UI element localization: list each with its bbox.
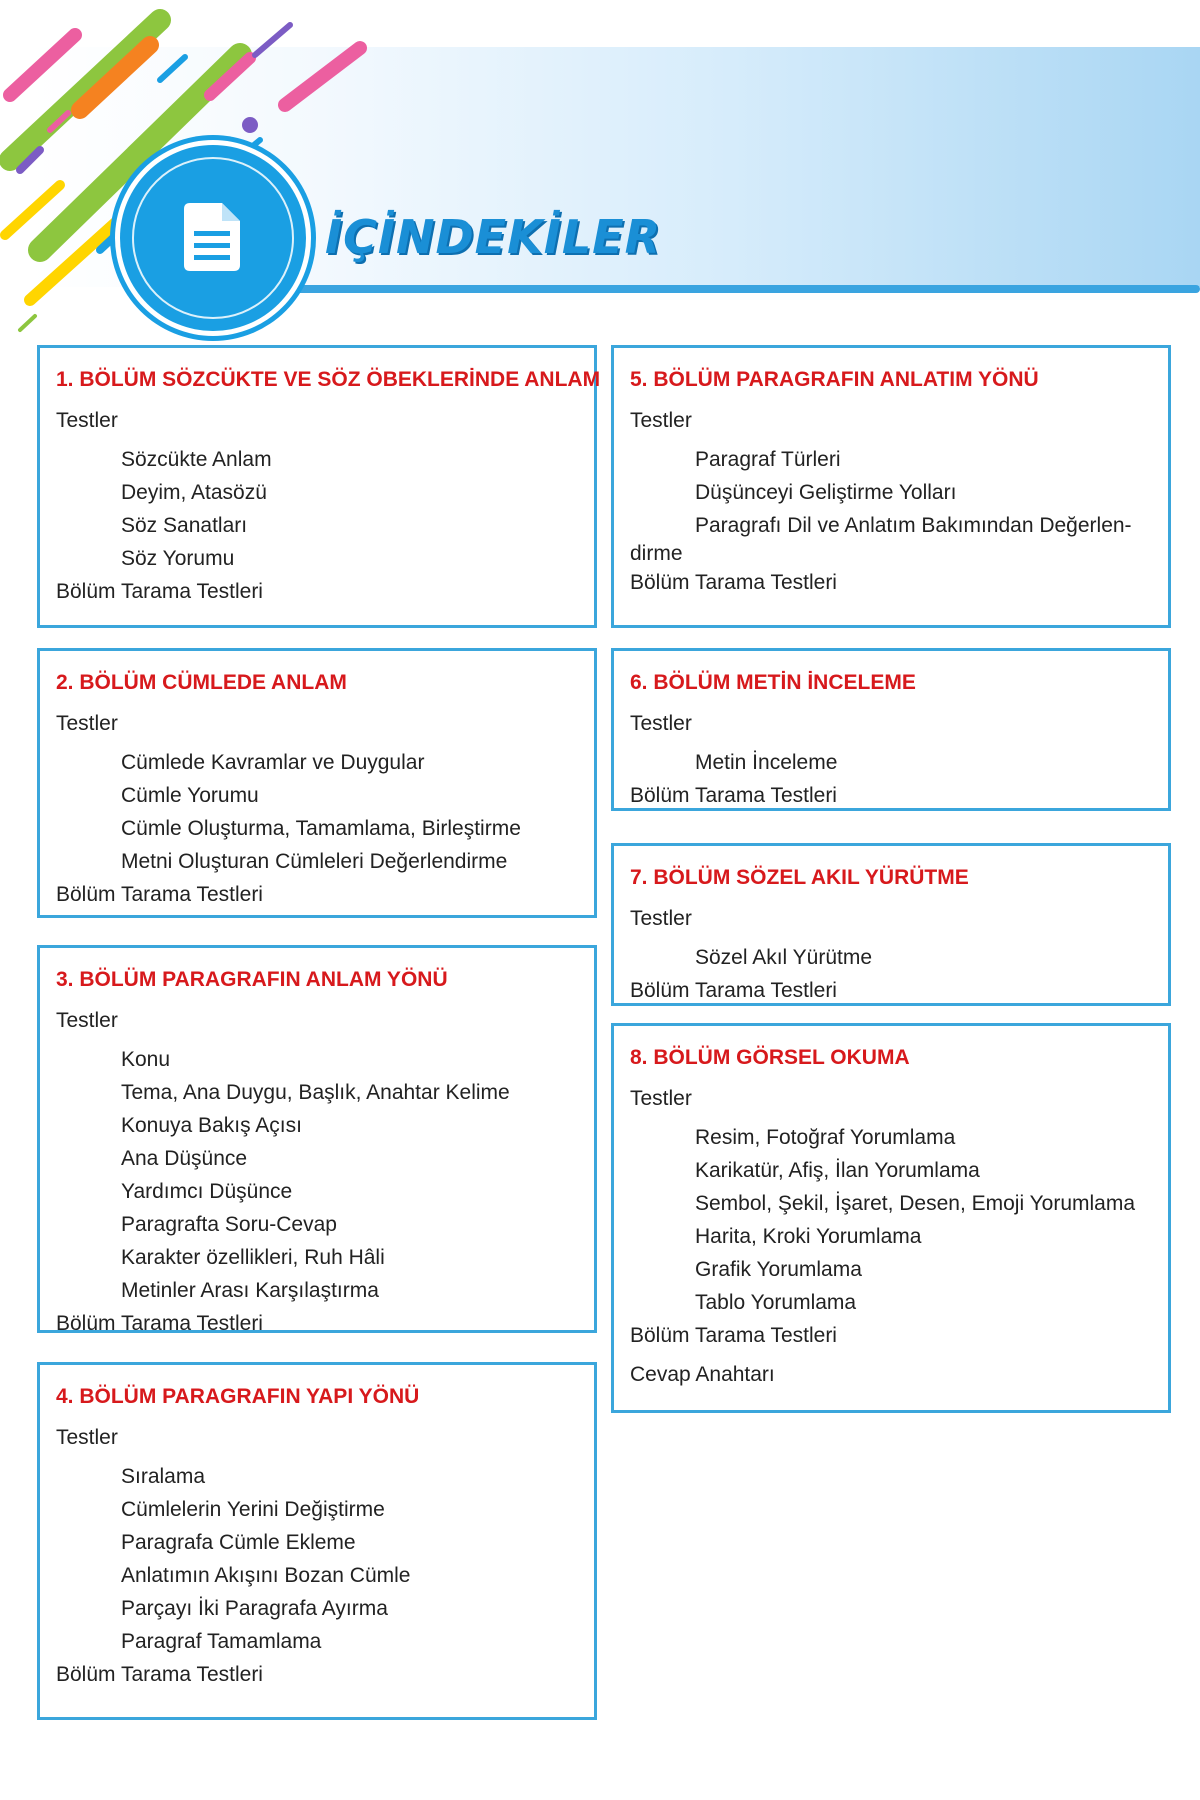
testler-label: Testler bbox=[630, 712, 692, 735]
test-item: Sözcükte Anlam bbox=[121, 448, 272, 471]
test-item: Metinler Arası Karşılaştırma bbox=[121, 1279, 379, 1302]
tarama-label: Bölüm Tarama Testleri bbox=[56, 883, 263, 906]
tarama-label: Bölüm Tarama Testleri bbox=[630, 784, 837, 807]
testler-label: Testler bbox=[56, 1009, 118, 1032]
section-title: 8. BÖLÜM GÖRSEL OKUMA bbox=[630, 1046, 910, 1069]
section-2 bbox=[37, 648, 597, 918]
testler-label: Testler bbox=[56, 409, 118, 432]
test-item-continuation: dirme bbox=[630, 542, 683, 565]
test-item: Parçayı İki Paragrafa Ayırma bbox=[121, 1597, 388, 1620]
test-item: Söz Sanatları bbox=[121, 514, 248, 537]
section-7 bbox=[611, 843, 1171, 1006]
header-icon-circle bbox=[120, 145, 306, 331]
section-title: 1. BÖLÜM SÖZCÜKTE VE SÖZ ÖBEKLERİNDE ANLAM bbox=[56, 368, 601, 391]
test-item: Paragraf Tamamlama bbox=[121, 1630, 322, 1653]
test-item: Yardımcı Düşünce bbox=[121, 1180, 293, 1203]
section-1 bbox=[37, 345, 601, 628]
test-item: Cümle Yorumu bbox=[121, 784, 259, 807]
section-8 bbox=[611, 1023, 1171, 1413]
section-3 bbox=[37, 945, 597, 1333]
section-title: 5. BÖLÜM PARAGRAFIN ANLATIM YÖNÜ bbox=[630, 368, 1039, 391]
section-title: 3. BÖLÜM PARAGRAFIN ANLAM YÖNÜ bbox=[56, 968, 448, 991]
tarama-label: Bölüm Tarama Testleri bbox=[630, 979, 837, 1002]
test-item: Cümle Oluşturma, Tamamlama, Birleştirme bbox=[121, 817, 521, 840]
testler-label: Testler bbox=[56, 1426, 118, 1449]
test-item: Sıralama bbox=[121, 1465, 206, 1488]
section-title: 4. BÖLÜM PARAGRAFIN YAPI YÖNÜ bbox=[56, 1385, 420, 1408]
section-title: 7. BÖLÜM SÖZEL AKIL YÜRÜTME bbox=[630, 866, 969, 889]
testler-label: Testler bbox=[630, 1087, 692, 1110]
tarama-label: Bölüm Tarama Testleri bbox=[56, 1312, 263, 1335]
test-item: Karikatür, Afiş, İlan Yorumlama bbox=[695, 1159, 980, 1182]
section-6 bbox=[611, 648, 1171, 811]
tarama-label: Bölüm Tarama Testleri bbox=[630, 571, 837, 594]
test-item: Deyim, Atasözü bbox=[121, 481, 267, 504]
test-item: Sözel Akıl Yürütme bbox=[695, 946, 873, 969]
header-underline bbox=[280, 285, 1200, 293]
test-item: Metni Oluşturan Cümleleri Değerlendirme bbox=[121, 850, 508, 873]
test-item: Resim, Fotoğraf Yorumlama bbox=[695, 1126, 956, 1149]
section-title: 2. BÖLÜM CÜMLEDE ANLAM bbox=[56, 671, 347, 694]
test-item: Konuya Bakış Açısı bbox=[121, 1114, 302, 1137]
test-item: Söz Yorumu bbox=[121, 547, 235, 570]
test-item: Anlatımın Akışını Bozan Cümle bbox=[121, 1564, 411, 1587]
test-item: Cümlede Kavramlar ve Duygular bbox=[121, 751, 425, 774]
test-item: Sembol, Şekil, İşaret, Desen, Emoji Yorumlama bbox=[695, 1192, 1136, 1215]
section-4 bbox=[37, 1362, 597, 1720]
test-item: Paragraf Türleri bbox=[695, 448, 841, 471]
test-item: Cümlelerin Yerini Değiştirme bbox=[121, 1498, 385, 1521]
page-title: İÇİNDEKİLER bbox=[325, 210, 662, 264]
test-item: Metin İnceleme bbox=[695, 751, 838, 774]
test-item: Paragrafı Dil ve Anlatım Bakımından Değerlen- bbox=[695, 514, 1132, 537]
tarama-label: Bölüm Tarama Testleri bbox=[56, 1663, 263, 1686]
section-title: 6. BÖLÜM METİN İNCELEME bbox=[630, 671, 916, 694]
testler-label: Testler bbox=[630, 409, 692, 432]
test-item: Ana Düşünce bbox=[121, 1147, 248, 1170]
testler-label: Testler bbox=[630, 907, 692, 930]
test-item: Konu bbox=[121, 1048, 171, 1071]
document-icon bbox=[184, 203, 240, 271]
test-item: Düşünceyi Geliştirme Yolları bbox=[695, 481, 957, 504]
section-5 bbox=[611, 345, 1171, 628]
test-item: Tablo Yorumlama bbox=[695, 1291, 857, 1314]
test-item: Harita, Kroki Yorumlama bbox=[695, 1225, 922, 1248]
test-item: Karakter özellikleri, Ruh Hâli bbox=[121, 1246, 385, 1269]
test-item: Paragrafta Soru-Cevap bbox=[121, 1213, 337, 1236]
test-item: Paragrafa Cümle Ekleme bbox=[121, 1531, 356, 1554]
answer-key-label: Cevap Anahtarı bbox=[630, 1363, 775, 1386]
test-item: Tema, Ana Duygu, Başlık, Anahtar Kelime bbox=[121, 1081, 510, 1104]
test-item: Grafik Yorumlama bbox=[695, 1258, 862, 1281]
tarama-label: Bölüm Tarama Testleri bbox=[630, 1324, 837, 1347]
testler-label: Testler bbox=[56, 712, 118, 735]
tarama-label: Bölüm Tarama Testleri bbox=[56, 580, 263, 603]
